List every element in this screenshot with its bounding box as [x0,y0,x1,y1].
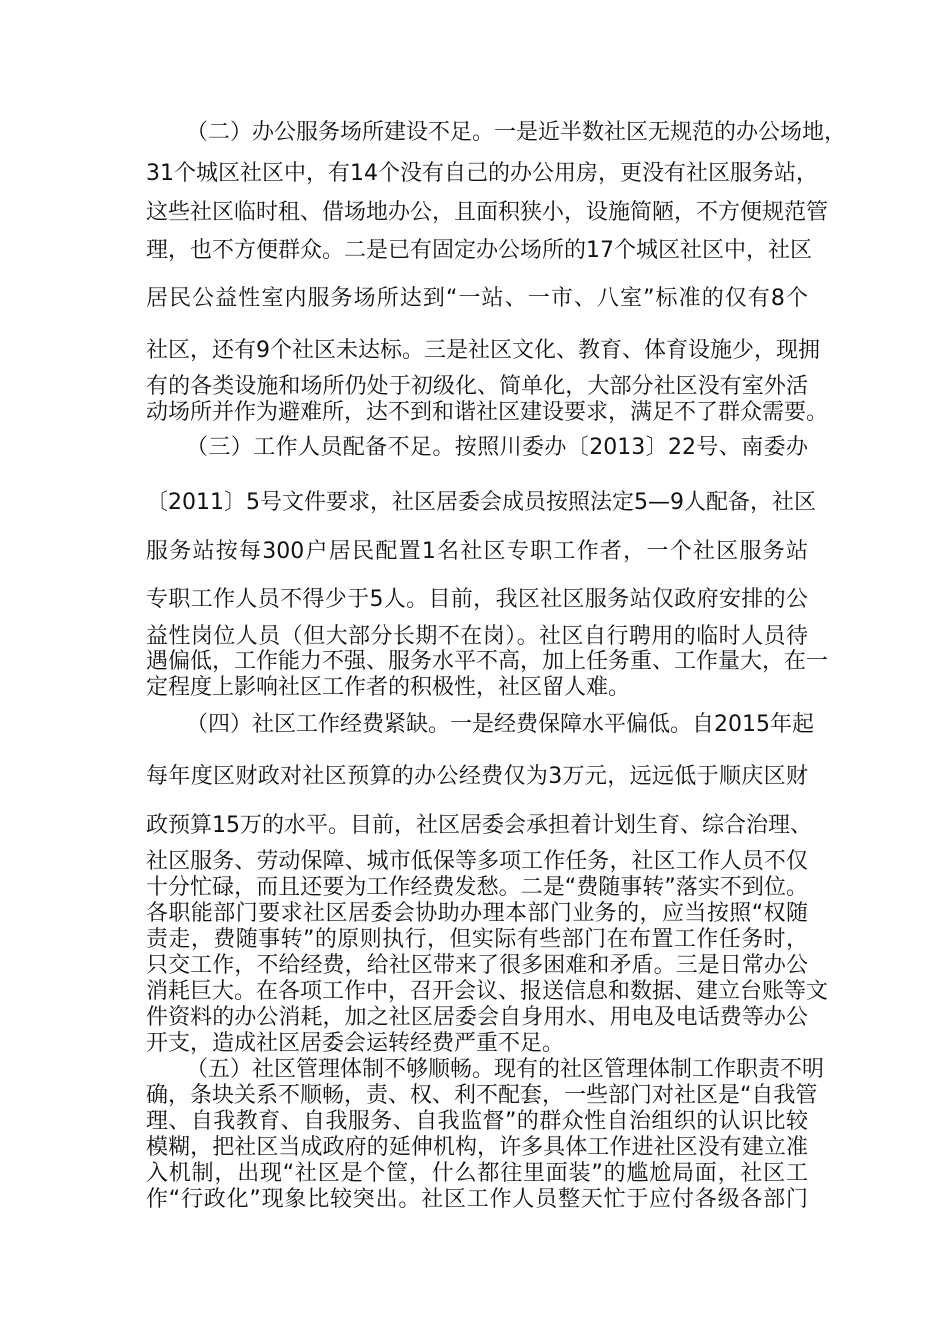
text-line: 十分忙碌，而且还要为工作经费发愁。二是“费随事转”落实不到位。 [146,875,808,900]
text-line: 理，也不方便群众。二是已有固定办公场所的17个城区社区中，社区 [146,238,812,263]
text-line: （四）社区工作经费紧缺。一是经费保障水平偏低。自2015年起 [186,712,814,737]
text-line: （五）社区管理体制不够顺畅。现有的社区管理体制工作职责不明 [186,1057,825,1082]
text-line: 确，条块关系不顺畅，责、权、利不配套，一些部门对社区是“自我管 [146,1083,818,1108]
text-line: 遇偏低，工作能力不强、服务水平不高，加上任务重、工作量大，在一 [146,649,829,674]
text-line: 有的各类设施和场所仍处于初级化、简单化，大部分社区没有室外活 [146,374,808,399]
text-line: 服务站按每300户居民配置1名社区专职工作者，一个社区服务站 [146,539,808,564]
text-line: 动场所并作为避难所，达不到和谐社区建设要求，满足不了群众需要。 [146,400,829,425]
text-line: 各职能部门要求社区居委会协助办理本部门业务的，应当按照“权随 [146,901,808,926]
text-line: 31个城区社区中，有14个没有自己的办公用房，更没有社区服务站， [146,161,818,186]
text-line: 政预算15万的水平。目前，社区居委会承担着计划生育、综合治理、 [146,813,812,838]
text-line: 每年度区财政对社区预算的办公经费仅为3万元，远远低于顺庆区财 [146,764,808,789]
text-line: 居民公益性室内服务场所达到“一站、一市、八室”标准的仅有8个 [146,286,808,311]
text-line: 消耗巨大。在各项工作中，召开会议、报送信息和数据、建立台账等文 [146,979,829,1004]
text-line: 件资料的办公消耗，加之社区居委会自身用水、用电及电话费等办公 [146,1005,808,1030]
text-line: 只交工作，不给经费，给社区带来了很多困难和矛盾。三是日常办公 [146,953,808,978]
text-line: 〔2011〕5号文件要求，社区居委会成员按照法定5—9人配备，社区 [146,490,816,515]
text-line: 责走，费随事转”的原则执行，但实际有些部门在布置工作任务时， [146,927,808,952]
text-line: 定程度上影响社区工作者的积极性，社区留人难。 [146,675,631,700]
text-line: （三）工作人员配备不足。按照川委办〔2013〕22号、南委办 [186,435,808,460]
text-line: 理、自我教育、自我服务、自我监督”的群众性自治组织的认识比较 [146,1109,808,1134]
text-line: 这些社区临时租、借场地办公，且面积狭小，设施简陋，不方便规范管 [146,200,829,225]
text-line: （二）办公服务场所建设不足。一是近半数社区无规范的办公场地， [186,120,847,145]
text-line: 开支，造成社区居委会运转经费严重不足。 [146,1031,565,1056]
text-line: 作“行政化”现象比较突出。社区工作人员整天忙于应付各级各部门 [146,1187,808,1212]
text-line: 社区，还有9个社区未达标。三是社区文化、教育、体育设施少，现拥 [146,338,820,363]
text-line: 益性岗位人员（但大部分长期不在岗）。社区自行聘用的临时人员待 [146,624,808,649]
text-line: 模糊，把社区当成政府的延伸机构，许多具体工作进社区没有建立准 [146,1135,808,1160]
text-line: 入机制，出现“社区是个筐，什么都往里面装”的尴尬局面，社区工 [146,1161,808,1186]
text-line: 社区服务、劳动保障、城市低保等多项工作任务，社区工作人员不仅 [146,849,808,874]
text-line: 专职工作人员不得少于5人。目前，我区社区服务站仅政府安排的公 [146,587,808,612]
